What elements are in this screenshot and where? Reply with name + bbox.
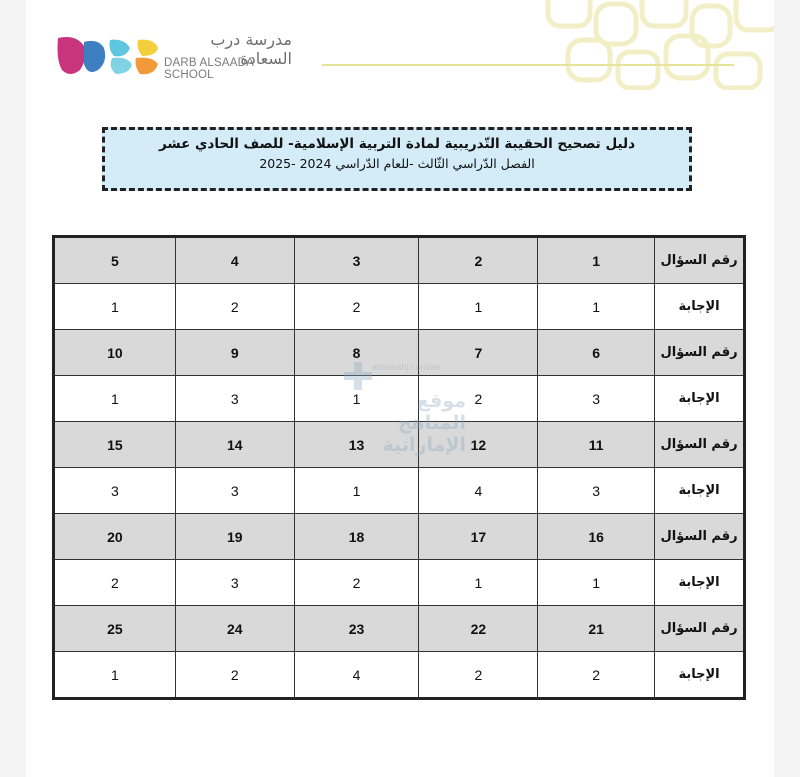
answer-cell: 1 <box>538 284 655 330</box>
answer-cell: 2 <box>538 652 655 699</box>
answer-row <box>54 284 745 330</box>
school-name-arabic: مدرسة درب السعادة <box>210 30 292 68</box>
answer-row-label: الإجابة <box>655 468 745 514</box>
answer-cell: 1 <box>294 376 419 422</box>
question-row-label: رقم السؤال <box>655 606 745 652</box>
question-number-cell: 16 <box>538 514 655 560</box>
question-number-cell: 13 <box>294 422 419 468</box>
school-logo <box>54 34 174 78</box>
answer-cell: 1 <box>54 376 176 422</box>
answer-cell: 3 <box>175 376 294 422</box>
question-number-cell: 17 <box>419 514 538 560</box>
question-row-label: رقم السؤال <box>655 422 745 468</box>
watermark-label: موقع المناهج الإماراتية <box>382 390 466 456</box>
question-number-cell: 20 <box>54 514 176 560</box>
question-number-row <box>54 514 745 560</box>
question-number-cell: 14 <box>175 422 294 468</box>
question-number-row <box>54 422 745 468</box>
answer-cell: 2 <box>419 652 538 699</box>
answer-cell: 1 <box>294 468 419 514</box>
question-number-cell: 22 <box>419 606 538 652</box>
question-number-cell: 6 <box>538 330 655 376</box>
answer-cell: 2 <box>175 652 294 699</box>
answer-cell: 2 <box>419 376 538 422</box>
answer-key-body <box>54 237 745 699</box>
question-number-cell: 15 <box>54 422 176 468</box>
question-number-cell: 1 <box>538 237 655 284</box>
watermark-url: almanahj.com/ae <box>372 362 441 372</box>
question-number-cell: 23 <box>294 606 419 652</box>
question-number-cell: 3 <box>294 237 419 284</box>
answer-row-label: الإجابة <box>655 652 745 699</box>
answer-cell: 3 <box>175 468 294 514</box>
question-number-cell: 4 <box>175 237 294 284</box>
question-number-cell: 11 <box>538 422 655 468</box>
document-title: دليل تصحيح الحقيبة التّدريبية لمادة التربية الإسلامية- للصف الحادي عشر <box>158 136 636 152</box>
question-number-cell: 7 <box>419 330 538 376</box>
answer-row <box>54 560 745 606</box>
document-subtitle: الفصل الدّراسي الثّالث -للعام الدّراسي 2024 -2025 <box>259 156 535 171</box>
answer-cell: 2 <box>294 560 419 606</box>
question-number-cell: 10 <box>54 330 176 376</box>
question-number-cell: 25 <box>54 606 176 652</box>
question-number-cell: 5 <box>54 237 176 284</box>
answer-row-label: الإجابة <box>655 560 745 606</box>
question-number-cell: 18 <box>294 514 419 560</box>
answer-cell: 1 <box>54 652 176 699</box>
answer-row-label: الإجابة <box>655 284 745 330</box>
question-number-row <box>54 606 745 652</box>
answer-cell: 2 <box>294 284 419 330</box>
question-number-cell: 24 <box>175 606 294 652</box>
answer-cell: 3 <box>54 468 176 514</box>
answer-cell: 3 <box>175 560 294 606</box>
question-row-label: رقم السؤال <box>655 330 745 376</box>
question-number-cell: 9 <box>175 330 294 376</box>
answer-cell: 2 <box>54 560 176 606</box>
title-box <box>102 127 692 191</box>
question-row-label: رقم السؤال <box>655 514 745 560</box>
answer-cell: 4 <box>294 652 419 699</box>
decorative-pattern <box>538 0 774 90</box>
answer-cell: 2 <box>175 284 294 330</box>
question-number-cell: 19 <box>175 514 294 560</box>
answer-row-label: الإجابة <box>655 376 745 422</box>
header-divider <box>322 64 734 66</box>
answer-cell: 3 <box>538 468 655 514</box>
question-number-row <box>54 237 745 284</box>
question-row-label: رقم السؤال <box>655 237 745 284</box>
question-number-cell: 2 <box>419 237 538 284</box>
answer-row <box>54 468 745 514</box>
answer-row <box>54 652 745 699</box>
answer-cell: 1 <box>538 560 655 606</box>
document-page <box>26 0 774 777</box>
question-number-row <box>54 330 745 376</box>
school-name-english: DARB ALSAADA SCHOOL <box>164 57 254 81</box>
question-number-cell: 21 <box>538 606 655 652</box>
question-number-cell: 12 <box>419 422 538 468</box>
answer-cell: 1 <box>54 284 176 330</box>
answer-cell: 1 <box>419 560 538 606</box>
answer-key-table <box>52 235 746 700</box>
answer-cell: 1 <box>419 284 538 330</box>
question-number-cell: 8 <box>294 330 419 376</box>
answer-cell: 3 <box>538 376 655 422</box>
answer-cell: 4 <box>419 468 538 514</box>
answer-row <box>54 376 745 422</box>
